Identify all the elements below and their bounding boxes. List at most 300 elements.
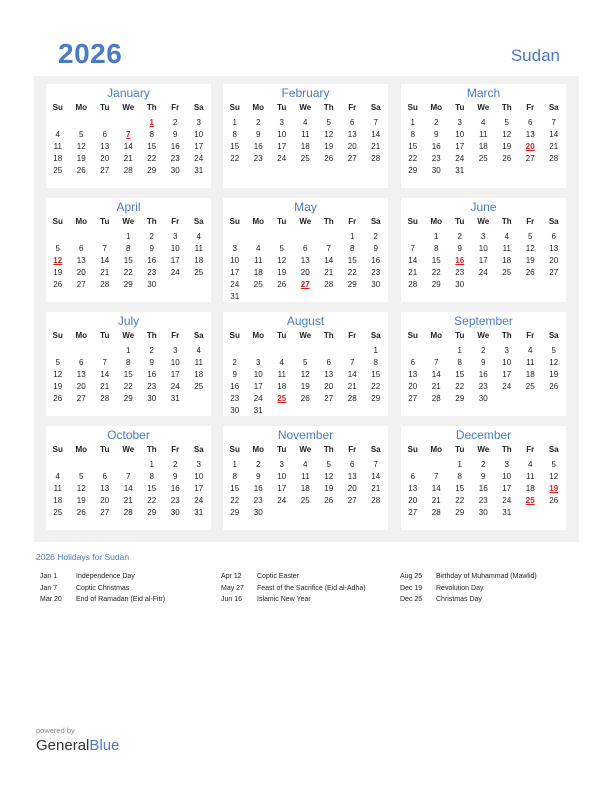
weekday-label: Sa: [193, 331, 204, 340]
day-cell: 24: [502, 496, 512, 505]
calendar-grid-panel: [34, 76, 579, 542]
weekday-label: Su: [52, 445, 63, 454]
month-name: February: [281, 86, 330, 100]
day-cell: 17: [194, 484, 204, 493]
holiday-date: Dec 25: [400, 596, 423, 603]
day-cell: 24: [230, 280, 240, 289]
day-cell: 23: [478, 496, 488, 505]
month-october: [46, 426, 211, 530]
day-cell: 27: [76, 394, 86, 403]
weekday-label: Su: [52, 331, 63, 340]
day-cell: 28: [324, 280, 334, 289]
weekday-label: Tu: [455, 217, 465, 226]
day-cell: 11: [194, 244, 203, 253]
day-cell: 3: [173, 232, 178, 241]
holiday-item: [221, 585, 401, 597]
day-cell: 25: [53, 166, 63, 175]
day-cell: 20: [347, 142, 357, 151]
day-cell: 22: [230, 154, 240, 163]
day-cell: 25: [478, 154, 488, 163]
day-cell: 24: [478, 268, 488, 277]
day-cell: 22: [431, 268, 441, 277]
month-november: [223, 426, 388, 530]
day-cell: 4: [196, 346, 201, 355]
day-cell: 11: [301, 130, 310, 139]
weekday-label: Th: [323, 445, 334, 454]
day-cell: 2: [481, 346, 486, 355]
day-cell: 11: [526, 358, 535, 367]
day-cell: 10: [170, 244, 180, 253]
day-cell: 16: [478, 484, 488, 493]
day-cell: 19: [76, 496, 86, 505]
day-cell: 15: [147, 484, 157, 493]
day-cell: 24: [194, 154, 204, 163]
day-cell: 16: [478, 370, 488, 379]
brand-blue: Blue: [89, 737, 120, 754]
day-cell: 20: [549, 256, 559, 265]
day-cell: 2: [256, 118, 261, 127]
day-cell: 15: [147, 142, 157, 151]
weekday-label: Sa: [370, 445, 381, 454]
day-cell: 8: [434, 244, 439, 253]
powered-by-label: powered by: [36, 726, 75, 735]
day-cell: 14: [347, 370, 357, 379]
day-cell: 31: [170, 394, 180, 403]
day-cell: 30: [371, 280, 381, 289]
holiday-name: Islamic New Year: [257, 596, 311, 603]
weekday-label: Fr: [526, 331, 535, 340]
day-cell: 27: [100, 166, 110, 175]
day-cell: 7: [434, 358, 439, 367]
generalblue-logo[interactable]: [36, 737, 119, 754]
day-cell: 28: [123, 166, 133, 175]
day-cell: 3: [232, 244, 237, 253]
weekday-header: [401, 331, 566, 343]
month-may: [223, 198, 388, 302]
day-cell: 11: [194, 358, 203, 367]
day-cell: 5: [504, 118, 509, 127]
month-april: [46, 198, 211, 302]
day-cell: 19: [277, 268, 287, 277]
day-cell: 4: [256, 244, 261, 253]
day-cell: 9: [373, 244, 378, 253]
day-cell: 23: [431, 154, 441, 163]
weekday-label: Tu: [277, 331, 287, 340]
day-cell: 1: [126, 346, 131, 355]
weekday-label: Sa: [548, 103, 559, 112]
month-name: November: [277, 428, 334, 442]
day-cell: 15: [123, 256, 133, 265]
day-cell: 5: [326, 118, 331, 127]
day-cell: 28: [408, 280, 418, 289]
day-cell: 13: [549, 244, 559, 253]
day-cell: 6: [528, 118, 533, 127]
weekday-label: Fr: [526, 103, 535, 112]
holiday-item: [400, 585, 580, 597]
day-cell: 25: [502, 268, 512, 277]
day-cell: 14: [549, 130, 559, 139]
day-cell: 29: [230, 508, 240, 517]
day-cell: 26: [549, 382, 559, 391]
day-cell: 28: [431, 508, 441, 517]
brand-general: General: [36, 737, 90, 754]
day-cell: 14: [100, 256, 110, 265]
day-cell: 22: [147, 154, 157, 163]
holiday-day-cell: 20: [525, 142, 535, 151]
day-cell: 30: [478, 508, 488, 517]
day-cell: 24: [502, 382, 512, 391]
day-cell: 11: [277, 370, 286, 379]
day-cell: 29: [123, 280, 133, 289]
day-cell: 12: [525, 244, 535, 253]
day-cell: 31: [194, 166, 204, 175]
day-cell: 21: [347, 382, 357, 391]
day-cell: 25: [525, 382, 535, 391]
day-cell: 18: [194, 256, 204, 265]
weekday-label: Tu: [277, 103, 287, 112]
day-cell: 2: [173, 118, 178, 127]
day-cell: 4: [303, 460, 308, 469]
day-cell: 25: [53, 508, 63, 517]
day-cell: 27: [408, 508, 418, 517]
weekday-label: Sa: [193, 445, 204, 454]
day-cell: 12: [549, 472, 559, 481]
holiday-date: Aug 25: [400, 573, 423, 580]
day-cell: 18: [194, 370, 204, 379]
day-cell: 10: [502, 472, 512, 481]
day-cell: 26: [277, 280, 287, 289]
day-cell: 5: [303, 358, 308, 367]
day-cell: 28: [549, 154, 559, 163]
day-cell: 16: [230, 382, 240, 391]
weekday-label: We: [477, 103, 490, 112]
day-cell: 11: [53, 142, 62, 151]
day-cell: 5: [55, 358, 60, 367]
weekday-label: We: [299, 103, 312, 112]
day-cell: 4: [196, 232, 201, 241]
day-cell: 14: [100, 370, 110, 379]
day-cell: 14: [431, 370, 441, 379]
weekday-label: Th: [146, 331, 157, 340]
day-cell: 31: [502, 508, 512, 517]
day-cell: 9: [256, 472, 261, 481]
day-cell: 4: [528, 346, 533, 355]
day-cell: 23: [455, 268, 465, 277]
day-cell: 8: [126, 358, 131, 367]
day-cell: 6: [410, 358, 415, 367]
holiday-name: Independence Day: [76, 573, 135, 580]
day-cell: 17: [170, 256, 180, 265]
day-cell: 5: [55, 244, 60, 253]
day-cell: 23: [170, 154, 180, 163]
day-cell: 13: [324, 370, 334, 379]
day-cell: 4: [279, 358, 284, 367]
weekday-header: [401, 103, 566, 115]
holiday-item: [400, 596, 580, 608]
day-cell: 10: [478, 244, 488, 253]
day-cell: 21: [371, 484, 381, 493]
day-cell: 12: [53, 370, 63, 379]
weekday-label: Tu: [277, 445, 287, 454]
weekday-header: [46, 103, 211, 115]
month-name: September: [454, 314, 513, 328]
day-cell: 24: [455, 154, 465, 163]
weekday-label: Su: [407, 445, 418, 454]
day-cell: 12: [277, 256, 287, 265]
day-cell: 8: [410, 130, 415, 139]
day-cell: 17: [253, 382, 263, 391]
month-name: March: [466, 86, 501, 100]
day-cell: 15: [230, 484, 240, 493]
day-cell: 19: [53, 268, 63, 277]
weekday-header: [401, 217, 566, 229]
holidays-title: 2026 Holidays for Sudan: [36, 552, 130, 562]
day-cell: 30: [253, 508, 263, 517]
month-name: January: [107, 86, 150, 100]
weekday-label: Sa: [548, 217, 559, 226]
day-cell: 22: [230, 496, 240, 505]
day-cell: 22: [408, 154, 418, 163]
day-cell: 13: [347, 130, 357, 139]
day-cell: 9: [481, 472, 486, 481]
day-cell: 23: [253, 154, 263, 163]
holiday-date: May 27: [221, 584, 244, 592]
day-cell: 1: [373, 346, 378, 355]
weekday-label: Fr: [348, 103, 357, 112]
day-cell: 6: [350, 118, 355, 127]
day-cell: 1: [232, 118, 237, 127]
day-cell: 13: [100, 484, 110, 493]
day-cell: 29: [123, 394, 133, 403]
day-cell: 27: [549, 268, 559, 277]
weekday-label: Fr: [171, 103, 180, 112]
weekday-label: Mo: [430, 331, 443, 340]
day-cell: 13: [408, 484, 418, 493]
weekday-label: We: [122, 331, 135, 340]
day-cell: 26: [76, 508, 86, 517]
month-name: April: [116, 200, 141, 214]
day-cell: 6: [79, 244, 84, 253]
weekday-label: Mo: [75, 445, 88, 454]
month-july: [46, 312, 211, 416]
day-cell: 26: [525, 268, 535, 277]
weekday-label: Sa: [370, 331, 381, 340]
day-cell: 4: [55, 130, 60, 139]
day-cell: 6: [102, 130, 107, 139]
weekday-label: Th: [146, 103, 157, 112]
weekday-label: Su: [407, 103, 418, 112]
day-cell: 3: [256, 358, 261, 367]
holiday-date: Mar 20: [40, 596, 62, 603]
holiday-item: [40, 585, 220, 597]
weekday-label: Th: [146, 217, 157, 226]
weekday-header: [46, 217, 211, 229]
weekday-label: Fr: [348, 445, 357, 454]
day-cell: 15: [455, 484, 465, 493]
day-cell: 21: [431, 496, 441, 505]
day-cell: 18: [478, 142, 488, 151]
day-cell: 4: [504, 232, 509, 241]
day-cell: 30: [478, 394, 488, 403]
day-cell: 10: [170, 358, 180, 367]
year-title: 2026: [58, 38, 123, 69]
weekday-label: Tu: [455, 445, 465, 454]
holiday-column: [221, 573, 401, 608]
day-cell: 8: [457, 358, 462, 367]
day-cell: 2: [256, 460, 261, 469]
day-cell: 18: [53, 496, 63, 505]
day-cell: 17: [277, 484, 287, 493]
holiday-day-cell: 12: [53, 256, 63, 265]
holiday-item: [221, 573, 401, 585]
month-name: October: [107, 428, 150, 442]
day-cell: 11: [526, 472, 535, 481]
day-cell: 19: [300, 382, 310, 391]
holiday-date: Jan 1: [40, 573, 58, 580]
day-cell: 10: [194, 130, 204, 139]
day-cell: 2: [232, 358, 237, 367]
weekday-label: Su: [229, 331, 240, 340]
day-cell: 13: [525, 130, 535, 139]
holiday-name: End of Ramadan (Eid al-Fitr): [76, 596, 166, 603]
day-cell: 6: [102, 472, 107, 481]
weekday-label: Fr: [348, 331, 357, 340]
weekday-label: Tu: [100, 445, 110, 454]
weekday-header: [46, 331, 211, 343]
weekday-header: [223, 103, 388, 115]
weekday-label: Fr: [171, 217, 180, 226]
day-cell: 20: [300, 268, 310, 277]
day-cell: 1: [350, 232, 355, 241]
holiday-name: Birthday of Muhammad (Mawlid): [436, 573, 537, 580]
day-cell: 13: [300, 256, 310, 265]
day-cell: 2: [481, 460, 486, 469]
month-march: [401, 84, 566, 188]
day-cell: 19: [53, 382, 63, 391]
day-cell: 9: [434, 130, 439, 139]
weekday-label: We: [299, 217, 312, 226]
day-cell: 10: [194, 472, 204, 481]
day-cell: 27: [100, 508, 110, 517]
weekday-label: Th: [323, 217, 334, 226]
weekday-label: We: [122, 217, 135, 226]
day-cell: 1: [457, 346, 462, 355]
day-cell: 1: [434, 232, 439, 241]
day-cell: 24: [194, 496, 204, 505]
day-cell: 22: [371, 382, 381, 391]
day-cell: 29: [371, 394, 381, 403]
day-cell: 23: [170, 496, 180, 505]
day-cell: 28: [100, 394, 110, 403]
day-cell: 28: [347, 394, 357, 403]
day-cell: 3: [279, 460, 284, 469]
weekday-label: Tu: [455, 103, 465, 112]
day-cell: 26: [502, 154, 512, 163]
day-cell: 27: [347, 154, 357, 163]
weekday-label: Sa: [548, 331, 559, 340]
day-cell: 7: [551, 118, 556, 127]
day-cell: 28: [123, 508, 133, 517]
day-cell: 9: [256, 130, 261, 139]
day-cell: 31: [455, 166, 465, 175]
day-cell: 21: [549, 142, 559, 151]
holiday-day-cell: 7: [126, 130, 131, 139]
day-cell: 13: [408, 370, 418, 379]
day-cell: 20: [100, 496, 110, 505]
weekday-label: Fr: [526, 445, 535, 454]
month-december: [401, 426, 566, 530]
day-cell: 23: [478, 382, 488, 391]
day-cell: 12: [76, 484, 86, 493]
day-cell: 18: [300, 484, 310, 493]
weekday-label: We: [477, 331, 490, 340]
day-cell: 2: [149, 232, 154, 241]
day-cell: 3: [279, 118, 284, 127]
day-cell: 19: [324, 142, 334, 151]
day-cell: 3: [481, 232, 486, 241]
holiday-item: [40, 573, 220, 585]
weekday-label: Su: [407, 217, 418, 226]
day-cell: 29: [431, 280, 441, 289]
weekday-label: Su: [229, 445, 240, 454]
day-cell: 31: [253, 406, 263, 415]
weekday-label: Mo: [252, 331, 265, 340]
day-cell: 30: [147, 394, 157, 403]
weekday-label: Fr: [171, 331, 180, 340]
weekday-label: We: [477, 445, 490, 454]
day-cell: 4: [303, 118, 308, 127]
day-cell: 15: [123, 370, 133, 379]
day-cell: 14: [431, 484, 441, 493]
month-name: May: [294, 200, 317, 214]
day-cell: 22: [123, 268, 133, 277]
day-cell: 8: [350, 244, 355, 253]
day-cell: 25: [300, 154, 310, 163]
day-cell: 14: [123, 142, 133, 151]
weekday-label: Mo: [430, 103, 443, 112]
day-cell: 2: [173, 460, 178, 469]
day-cell: 9: [149, 358, 154, 367]
holiday-date: Apr 12: [221, 573, 242, 580]
day-cell: 19: [525, 256, 535, 265]
weekday-label: We: [299, 331, 312, 340]
weekday-label: Th: [146, 445, 157, 454]
weekday-label: Sa: [370, 217, 381, 226]
day-cell: 27: [324, 394, 334, 403]
day-cell: 25: [253, 280, 263, 289]
month-name: August: [286, 314, 325, 328]
holiday-item: [221, 596, 401, 608]
day-cell: 30: [147, 280, 157, 289]
weekday-label: Sa: [548, 445, 559, 454]
weekday-label: Mo: [75, 103, 88, 112]
day-cell: 1: [126, 232, 131, 241]
day-cell: 15: [408, 142, 418, 151]
day-cell: 31: [194, 508, 204, 517]
day-cell: 11: [53, 484, 62, 493]
day-cell: 12: [76, 142, 86, 151]
day-cell: 3: [196, 460, 201, 469]
day-cell: 7: [434, 472, 439, 481]
day-cell: 10: [455, 130, 465, 139]
day-cell: 12: [300, 370, 310, 379]
day-cell: 11: [254, 256, 263, 265]
day-cell: 30: [455, 280, 465, 289]
day-cell: 17: [230, 268, 240, 277]
day-cell: 13: [76, 370, 86, 379]
holiday-name: Christmas Day: [436, 596, 482, 603]
day-cell: 13: [100, 142, 110, 151]
